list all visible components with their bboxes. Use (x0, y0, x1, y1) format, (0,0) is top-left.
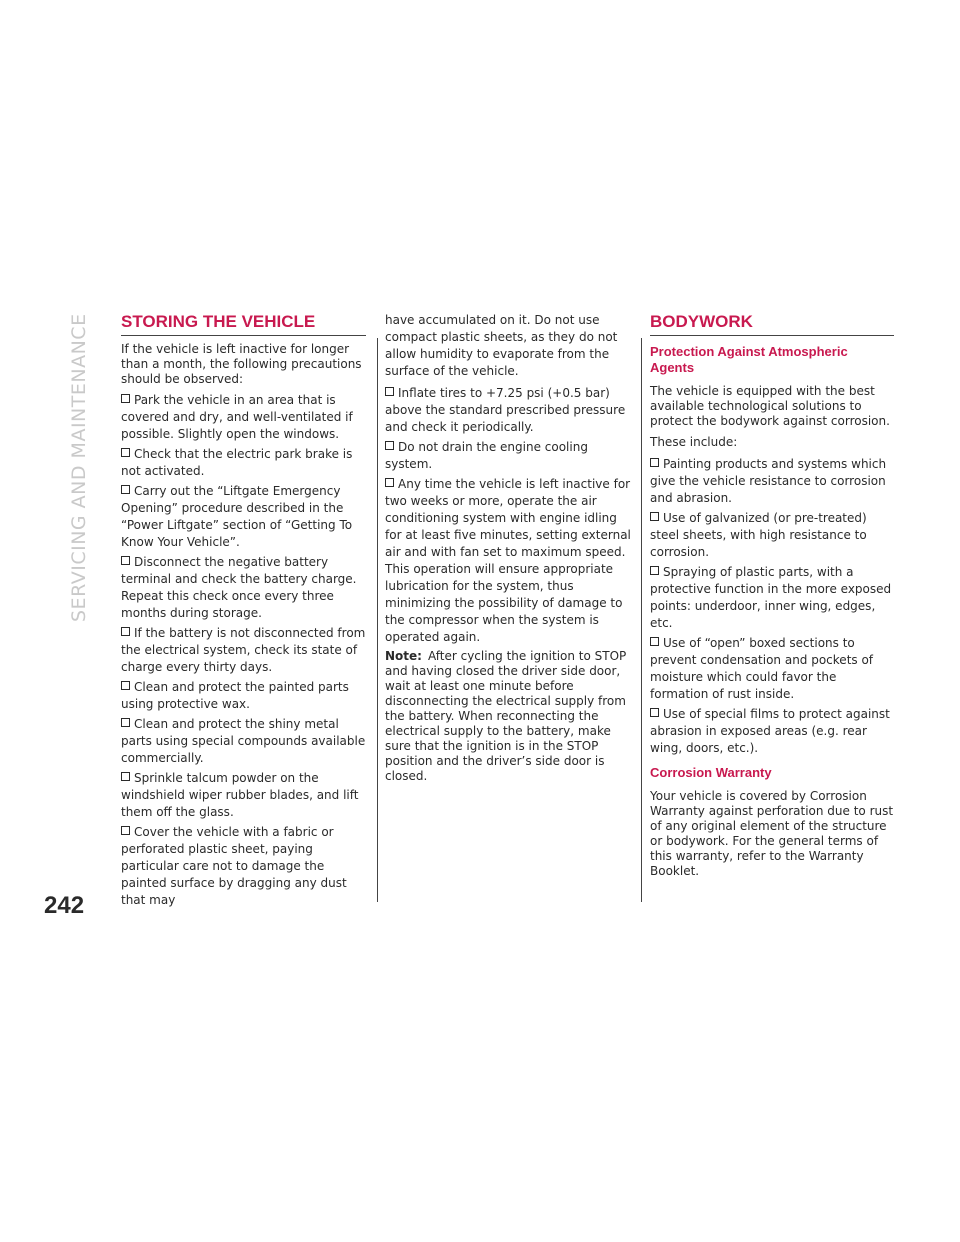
column-middle (385, 312, 631, 789)
bodywork-intro: The vehicle is equipped with the best available technological solutions to protect the bodywork against corrosion. (650, 384, 890, 428)
list-item: Use of special films to protect against abrasion in exposed areas (e.g. rear wing, doors, etc.). (650, 707, 890, 755)
list-item: Any time the vehicle is left inactive for two weeks or more, operate the air conditioning system with engine idling for at least five minutes, setting external air and with fan set to maximum speed. This operation will ensure appropriate lubrication for the system, thus minimizing the possibility of damage to the compressor when the system is operated again. (385, 477, 631, 644)
corrosion-warranty-text: Your vehicle is covered by Corrosion Warranty against perforation due to rust of any original element of the structure or bodywork. For the general terms of this warranty, refer to the Warranty Booklet. (650, 789, 894, 878)
checkbox-bullet-icon (121, 681, 130, 690)
list-item: Use of galvanized (or pre-treated) steel sheets, with high resistance to corrosion. (650, 511, 867, 559)
list-item: Check that the electric park brake is not activated. (121, 447, 353, 478)
checkbox-bullet-icon (121, 772, 130, 781)
list-item: Inflate tires to +7.25 psi (+0.5 bar) above the standard prescribed pressure and check it periodically. (385, 386, 626, 434)
checkbox-bullet-icon (385, 478, 394, 487)
column-right (650, 312, 894, 884)
column-divider (377, 338, 378, 902)
list-item: Park the vehicle in an area that is covered and dry, and well-ventilated if possible. Slightly open the windows. (121, 393, 353, 441)
checkbox-bullet-icon (650, 637, 659, 646)
list-item: Spraying of plastic parts, with a protective function in the more exposed points: underdoor, inner wing, edges, etc. (650, 565, 892, 630)
checkbox-bullet-icon (385, 387, 394, 396)
note-label: Note: (385, 649, 422, 663)
note-paragraph (385, 649, 631, 784)
list-item: Clean and protect the shiny metal parts using special compounds available commercially. (121, 717, 366, 765)
checkbox-bullet-icon (121, 556, 130, 565)
checkbox-bullet-icon (121, 718, 130, 727)
checkbox-bullet-icon (650, 566, 659, 575)
list-item: Clean and protect the painted parts using protective wax. (121, 680, 349, 711)
storing-heading: STORING THE VEHICLE (121, 312, 366, 336)
list-item: Cover the vehicle with a fabric or perforated plastic sheet, paying particular care not to damage the painted surface by dragging any dust that may (121, 825, 347, 907)
column-divider (641, 338, 642, 902)
note-text: After cycling the ignition to STOP and having closed the driver side door, wait at least one minute before disconnecting the electrical supply from the battery. When reconnecting the electrical supply to the battery, make sure that the ignition is in the STOP position and the driver’s side door is closed. (385, 649, 627, 783)
checkbox-bullet-icon (385, 441, 394, 450)
column-left (121, 312, 366, 912)
checkbox-bullet-icon (121, 627, 130, 636)
subheading-protection: Protection Against Atmospheric Agents (650, 344, 848, 375)
checkbox-bullet-icon (650, 458, 659, 467)
checkbox-bullet-icon (121, 394, 130, 403)
list-item: Do not drain the engine cooling system. (385, 440, 588, 471)
section-side-tab: SERVICING AND MAINTENANCE (68, 313, 90, 622)
checkbox-bullet-icon (121, 485, 130, 494)
subheading-corrosion-warranty: Corrosion Warranty (650, 765, 772, 780)
storing-intro: If the vehicle is left inactive for longer than a month, the following precautions should be observed: (121, 342, 362, 386)
checkbox-bullet-icon (650, 708, 659, 717)
page-number: 242 (44, 892, 85, 919)
list-item: Painting products and systems which give the vehicle resistance to corrosion and abrasion. (650, 457, 887, 505)
bodywork-these-include: These include: (650, 435, 738, 449)
list-item: Sprinkle talcum powder on the windshield wiper rubber blades, and lift them off the glass. (121, 771, 359, 819)
checkbox-bullet-icon (650, 512, 659, 521)
bodywork-heading: BODYWORK (650, 312, 894, 336)
checkbox-bullet-icon (121, 448, 130, 457)
list-item: Carry out the “Liftgate Emergency Opening” procedure described in the “Power Liftgate” section of “Getting To Know Your Vehicle”. (121, 484, 353, 549)
list-item: If the battery is not disconnected from the electrical system, check its state of charge every thirty days. (121, 626, 366, 674)
checkbox-bullet-icon (121, 826, 130, 835)
list-item: Disconnect the negative battery terminal and check the battery charge. Repeat this check once every three months during storage. (121, 555, 357, 620)
list-item: Use of “open” boxed sections to prevent condensation and pockets of moisture which could favor the formation of rust inside. (650, 636, 874, 701)
storing-continuation: have accumulated on it. Do not use compact plastic sheets, as they do not allow humidity to evaporate from the surface of the vehicle. (385, 313, 618, 378)
